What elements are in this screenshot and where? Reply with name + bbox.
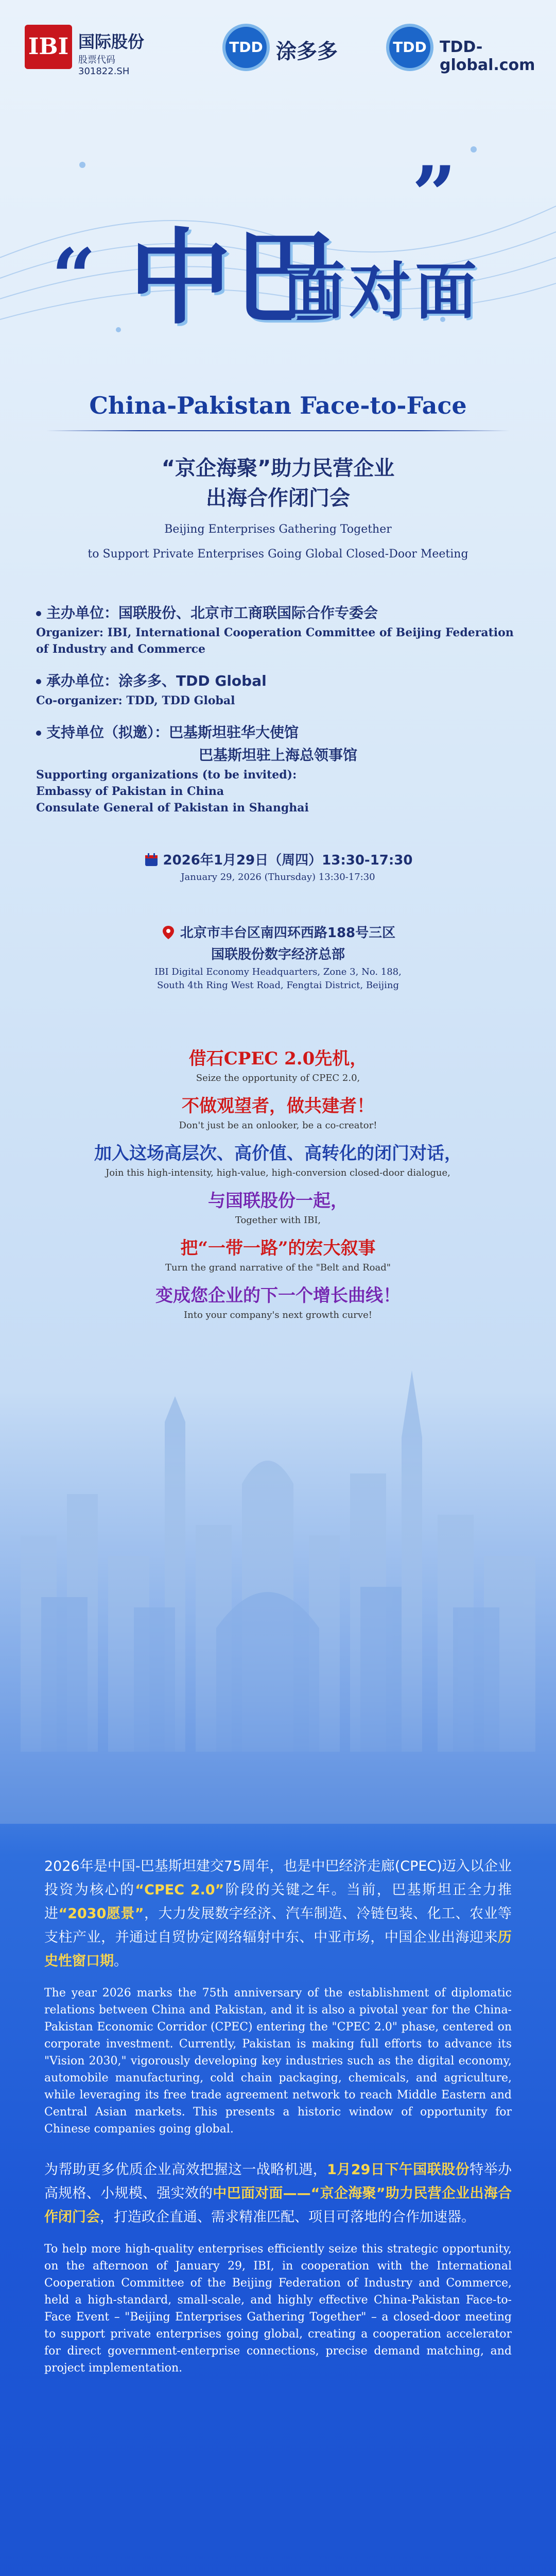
ibi-logo — [25, 25, 164, 77]
hero-title — [51, 149, 499, 338]
bullet-icon — [36, 679, 41, 684]
supporting-zh-1: 支持单位（拟邀）：巴基斯坦驻华大使馆 — [36, 721, 520, 744]
slogan-zh: 不做观望者，做共建者！ — [182, 1096, 374, 1116]
hero-title-part1: 中巴 — [129, 218, 341, 338]
slogan-en: Seize the opportunity of CPEC 2.0, — [196, 1073, 360, 1083]
slogan-zh: 与国联股份一起， — [208, 1191, 348, 1211]
event-date — [0, 850, 556, 884]
coorganizer-zh: 承办单位：涂多多、TDD Global — [36, 670, 520, 692]
bullet-icon — [36, 731, 41, 736]
subtitle-zh-2: 出海合作闭门会 — [206, 486, 350, 510]
tdd-global-logo-mark: TDD — [386, 24, 433, 71]
slogan-zh: 借石CPEC 2.0先机， — [188, 1048, 368, 1069]
supporting-zh-2: 巴基斯坦驻上海总领事馆 — [199, 747, 358, 764]
organizers — [36, 598, 520, 816]
event-subtitle — [0, 453, 556, 563]
location-pin-icon — [161, 925, 176, 940]
intro-paragraph-zh-1: 2026年是中国-巴基斯坦建交75周年，也是中巴经济走廊(CPEC)迈入以企业投资为核心的“CPEC 2.0”阶段的关键之年。当前，巴基斯坦正全力推进“2030愿景”，大力发展数字经济、汽车制造、冷链包装、化工、农业等支柱产业，并通过自贸协定网络辐射中东、中亚市场，中国企业出海迎来历史性窗口期。 — [44, 1858, 512, 1969]
divider — [46, 430, 510, 431]
slogan-en: Into your company's next growth curve! — [184, 1310, 372, 1320]
ibi-logo-name: 国际股份 — [78, 32, 145, 52]
tdd-global-logo-name: TDD-global.com — [440, 38, 535, 74]
slogan-en: Don't just be an onlooker, be a co-creator! — [179, 1120, 377, 1131]
ibi-logo-mark: IBI — [25, 25, 72, 69]
slogan-zh: 加入这场高层次、高价值、高转化的闭门对话， — [94, 1143, 462, 1164]
event-location-en-1: IBI Digital Economy Headquarters, Zone 3, No. 188, — [154, 967, 402, 977]
intro-paragraph-en-1: The year 2026 marks the 75th anniversary of the establishment of diplomatic relations between China and Pakistan, and it is also a pivotal year for the China-Pakistan Economic Corridor (CPEC) entering the "CPEC 2.0" phase, centered on corporate investment. Currently, Pakistan is making full efforts to advance its "Vision 2030," vigorously developing key industries such as the digital economy, automobile manufacturing, cold chain packaging, chemicals, and agriculture, while leveraging its free trade agreement network to reach Middle Eastern and Central Asian markets. This presents a historic window of opportunity for Chinese companies going global. — [44, 1987, 512, 2136]
intro-paragraph-en-2: To help more high-quality enterprises efficiently seize this strategic opportunity, on the afternoon of January 29, IBI, in cooperation with the International Cooperation Committee of the Beijing Federation of Industry and Commerce, held a high-standard, small-scale, and highly effective China-Pakistan Face-to-Face Event – "Beijing Enterprises Gathering Together" – a closed-door meeting to support private enterprises going global, creating a cooperation accelerator for direct government-enterprise connections, precise demand matching, and project implementation. — [44, 2243, 512, 2375]
hero-title-part2: 面对面 — [283, 256, 481, 328]
city-skyline-illustration — [0, 1267, 556, 1824]
tdd-global-logo — [386, 22, 541, 73]
slogan-zh: 变成您企业的下一个增长曲线！ — [155, 1285, 401, 1306]
subtitle-zh-1: “京企海聚”助力民营企业 — [161, 456, 395, 480]
intro-paragraph-zh-2: 为帮助更多优质企业高效把握这一战略机遇，1月29日下午国联股份特举办高规格、小规模、强实效的中巴面对面——“京企海聚”助力民营企业出海合作闭门会，打造政企直通、需求精准匹配、项目可落地的合作加速器。 — [44, 2162, 512, 2225]
tdd-logo — [222, 22, 351, 73]
event-date-zh: 2026年1月29日（周四）13:30-17:30 — [163, 853, 413, 868]
hero-title-en: China-Pakistan Face-to-Face — [89, 392, 467, 419]
event-date-en: January 29, 2026 (Thursday) 13:30-17:30 — [181, 872, 375, 883]
hero — [0, 103, 556, 371]
tdd-logo-mark: TDD — [222, 24, 270, 71]
slogan-zh: 把“一带一路”的宏大叙事 — [180, 1238, 376, 1259]
event-location-zh-1: 北京市丰台区南四环西路188号三区 — [180, 925, 396, 941]
event-location-en-2: South 4th Ring West Road, Fengtai District, Beijing — [157, 980, 399, 991]
tdd-logo-name: 涂多多 — [276, 40, 338, 63]
slogan-en: Turn the grand narrative of the "Belt and Road" — [165, 1262, 391, 1273]
event-location-zh-2: 国联股份数字经济总部 — [211, 947, 345, 962]
supporting-en-1: Supporting organizations (to be invited): — [36, 768, 297, 782]
hero-quote-close: ” — [412, 149, 457, 240]
bullet-icon — [36, 611, 41, 616]
event-location — [0, 922, 556, 992]
logo-bar — [0, 20, 556, 87]
hero-quote-open: “ — [51, 232, 96, 323]
intro-section — [44, 1855, 512, 2397]
organizer-zh: 主办单位：国联股份、北京市工商联国际合作专委会 — [36, 602, 520, 624]
slogan-en: Together with IBI, — [235, 1215, 321, 1226]
subtitle-en-1: Beijing Enterprises Gathering Together — [164, 523, 392, 536]
supporting-en-3: Consulate General of Pakistan in Shanghai — [36, 801, 309, 815]
subtitle-en-2: to Support Private Enterprises Going Global Closed-Door Meeting — [88, 548, 468, 561]
supporting-en-2: Embassy of Pakistan in China — [36, 785, 224, 798]
ibi-logo-stock: 股票代码 301822.SH — [78, 55, 130, 77]
calendar-icon — [144, 852, 159, 868]
coorganizer-en: Co-organizer: TDD, TDD Global — [36, 694, 235, 707]
slogan-en: Join this high-intensity, high-value, high-conversion closed-door dialogue, — [106, 1167, 450, 1178]
organizer-en: Organizer: IBI, International Cooperation Committee of Beijing Federation of Industry and Commerce — [36, 626, 514, 656]
